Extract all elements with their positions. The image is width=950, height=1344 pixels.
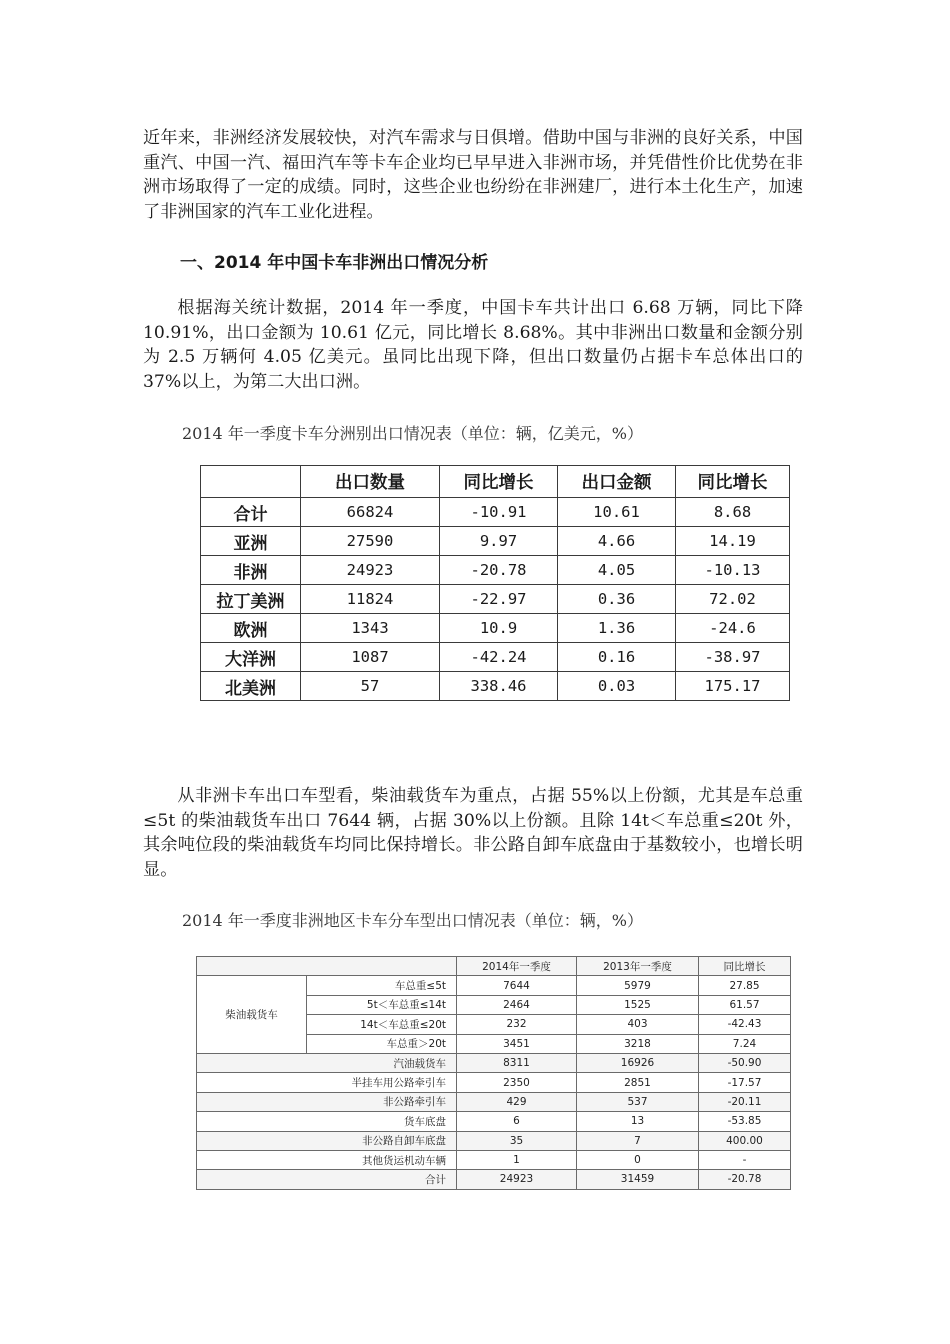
table-cell: 537	[577, 1092, 699, 1111]
table-cell: 0.36	[558, 585, 676, 614]
table-cell: 1.36	[558, 614, 676, 643]
table-cell: -42.43	[699, 1015, 791, 1034]
intro-paragraph: 近年来，非洲经济发展较快，对汽车需求与日俱增。借助中国与非洲的良好关系，中国重汽、中国一汽、福田汽车等卡车企业均已早早进入非洲市场，并凭借性价比优势在非洲市场取得了一定的成绩。同时，这些企业也纷纷在非洲建厂，进行本土化生产，加速了非洲国家的汽车工业化进程。	[143, 128, 803, 222]
header-cell: 2013年一季度	[577, 957, 699, 976]
table-row	[201, 643, 790, 672]
row-label: 非公路自卸车底盘	[197, 1131, 457, 1150]
table-cell: 2851	[577, 1073, 699, 1092]
table-cell: 10.61	[558, 498, 676, 527]
table-cell: 2464	[457, 995, 577, 1014]
row-label: 合计	[201, 498, 301, 527]
table-row	[197, 976, 791, 995]
table-cell: 10.9	[440, 614, 558, 643]
table-cell: 429	[457, 1092, 577, 1111]
table-cell: 13	[577, 1112, 699, 1131]
row-label: 其他货运机动车辆	[197, 1150, 457, 1169]
table-cell: 7	[577, 1131, 699, 1150]
table-header-row	[201, 466, 790, 498]
table-cell: 8311	[457, 1053, 577, 1072]
table-cell: 7644	[457, 976, 577, 995]
table-cell: -38.97	[676, 643, 790, 672]
table-cell: 6	[457, 1112, 577, 1131]
table-cell: -50.90	[699, 1053, 791, 1072]
table-cell: 24923	[457, 1170, 577, 1189]
table-cell: 16926	[577, 1053, 699, 1072]
table-cell: 35	[457, 1131, 577, 1150]
header-cell	[197, 957, 457, 976]
table-cell: 31459	[577, 1170, 699, 1189]
header-cell: 2014年一季度	[457, 957, 577, 976]
table-cell: -20.11	[699, 1092, 791, 1111]
vehicle-type-paragraph: 从非洲卡车出口车型看，柴油载货车为重点，占据 55%以上份额，尤其是车总重≤5t 的柴油载货车出口 7644 辆，占据 30%以上份额。且除 14t＜车总重≤20t 外，其余吨位段的柴油载货车均同比保持增长。非公路自卸车底盘由于基数较小，也增长明显。	[143, 786, 803, 880]
table-cell: -10.91	[440, 498, 558, 527]
table-cell: 0.16	[558, 643, 676, 672]
row-label: 拉丁美洲	[201, 585, 301, 614]
table-cell: 0	[577, 1150, 699, 1169]
table-row	[201, 527, 790, 556]
table-cell: 232	[457, 1015, 577, 1034]
table-cell: 338.46	[440, 672, 558, 701]
row-label: 车总重＞20t	[307, 1034, 457, 1053]
row-label: 5t＜车总重≤14t	[307, 995, 457, 1014]
table-cell: -53.85	[699, 1112, 791, 1131]
row-label: 汽油载货车	[197, 1053, 457, 1072]
table-row	[197, 1150, 791, 1169]
table-cell: 14.19	[676, 527, 790, 556]
group-label: 柴油载货车	[197, 976, 307, 1054]
table-cell: 1343	[301, 614, 440, 643]
table-cell: -10.13	[676, 556, 790, 585]
header-cell	[201, 466, 301, 498]
row-label: 大洋洲	[201, 643, 301, 672]
table-cell: -17.57	[699, 1073, 791, 1092]
table-row	[197, 1112, 791, 1131]
table-cell: 9.97	[440, 527, 558, 556]
row-label: 货车底盘	[197, 1112, 457, 1131]
table-row	[197, 1170, 791, 1189]
row-label: 北美洲	[201, 672, 301, 701]
table-cell: 0.03	[558, 672, 676, 701]
table-cell: 3218	[577, 1034, 699, 1053]
table-row	[201, 614, 790, 643]
header-cell: 出口数量	[301, 466, 440, 498]
table-row	[197, 1053, 791, 1072]
table-row	[201, 498, 790, 527]
table-row	[197, 1092, 791, 1111]
table-cell: 27.85	[699, 976, 791, 995]
header-cell: 出口金额	[558, 466, 676, 498]
table-cell: -22.97	[440, 585, 558, 614]
table-row	[201, 672, 790, 701]
table-cell: 57	[301, 672, 440, 701]
table-cell: -42.24	[440, 643, 558, 672]
table-cell: 4.66	[558, 527, 676, 556]
table-cell: 3451	[457, 1034, 577, 1053]
table1-caption: 2014 年一季度卡车分洲别出口情况表（单位：辆，亿美元，%）	[182, 424, 644, 443]
row-label: 车总重≤5t	[307, 976, 457, 995]
row-label: 非公路牵引车	[197, 1092, 457, 1111]
table-cell: 72.02	[676, 585, 790, 614]
continent-export-table	[200, 465, 790, 701]
table-header-row	[197, 957, 791, 976]
table-cell: 403	[577, 1015, 699, 1034]
table-cell: -20.78	[699, 1170, 791, 1189]
row-label: 合计	[197, 1170, 457, 1189]
table-cell: 11824	[301, 585, 440, 614]
table-cell: 1525	[577, 995, 699, 1014]
table-cell: 8.68	[676, 498, 790, 527]
table-cell: 24923	[301, 556, 440, 585]
table-cell: 61.57	[699, 995, 791, 1014]
row-label: 14t＜车总重≤20t	[307, 1015, 457, 1034]
table-cell: 66824	[301, 498, 440, 527]
header-cell: 同比增长	[440, 466, 558, 498]
table-cell: -	[699, 1150, 791, 1169]
table-row	[201, 585, 790, 614]
header-cell: 同比增长	[676, 466, 790, 498]
row-label: 半挂车用公路牵引车	[197, 1073, 457, 1092]
table-cell: 175.17	[676, 672, 790, 701]
row-label: 亚洲	[201, 527, 301, 556]
row-label: 非洲	[201, 556, 301, 585]
row-label: 欧洲	[201, 614, 301, 643]
vehicle-type-export-table	[196, 956, 791, 1190]
table-cell: 4.05	[558, 556, 676, 585]
table-cell: 1	[457, 1150, 577, 1169]
export-summary-paragraph: 根据海关统计数据，2014 年一季度，中国卡车共计出口 6.68 万辆，同比下降 10.91%，出口金额为 10.61 亿元，同比增长 8.68%。其中非洲出口数量和金额分别为 2.5 万辆何 4.05 亿美元。虽同比出现下降，但出口数量仍占据卡车总体出口的 37%以上，为第二大出口洲。	[143, 298, 803, 392]
table-row	[197, 1073, 791, 1092]
table-cell: 27590	[301, 527, 440, 556]
table-cell: 2350	[457, 1073, 577, 1092]
header-cell: 同比增长	[699, 957, 791, 976]
table-cell: 7.24	[699, 1034, 791, 1053]
table-cell: -24.6	[676, 614, 790, 643]
table-cell: -20.78	[440, 556, 558, 585]
table-row	[197, 1131, 791, 1150]
table-cell: 5979	[577, 976, 699, 995]
table-row	[201, 556, 790, 585]
table2-caption: 2014 年一季度非洲地区卡车分车型出口情况表（单位：辆，%）	[182, 911, 644, 930]
table-cell: 1087	[301, 643, 440, 672]
table-cell: 400.00	[699, 1131, 791, 1150]
section-heading: 一、2014 年中国卡车非洲出口情况分析	[180, 253, 489, 273]
